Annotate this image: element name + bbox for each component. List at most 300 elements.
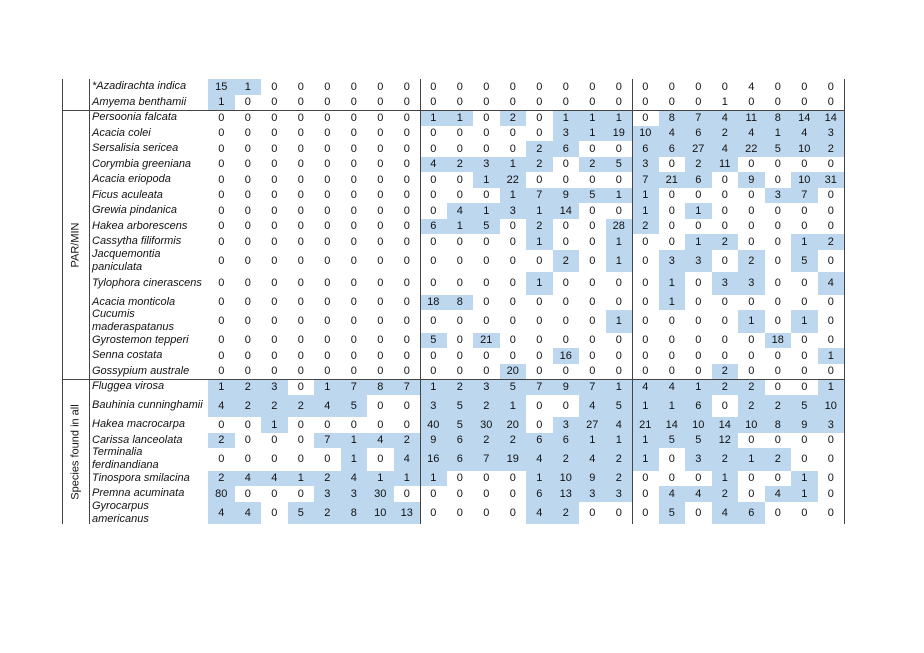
value-cell: 8 [765,417,792,433]
value-cell: 2 [314,471,341,487]
value-cell: 10 [818,395,845,418]
value-cell: 0 [377,80,384,93]
value-cell: 1 [579,433,606,449]
value-cell: 0 [615,173,622,186]
value-cell: 0 [615,334,622,347]
value-cell: 4 [394,448,421,471]
value-cell: 0 [642,111,649,124]
value-cell: 8 [659,110,686,126]
value-cell: 1 [818,379,845,395]
value-cell: 0 [244,173,251,186]
value-cell: 0 [589,506,596,519]
species-name: Persoonia falcata [92,111,177,124]
value-cell: 4 [235,471,262,487]
value-cell: 4 [208,395,235,418]
value-cell: 0 [562,96,569,109]
value-cell: 0 [271,173,278,186]
value-cell: 0 [244,220,251,233]
value-cell: 4 [261,471,288,487]
value-cell: 6 [526,433,553,449]
value-cell: 0 [483,254,490,267]
value-cell: 0 [324,349,331,362]
species-name: Senna costata [92,349,163,362]
value-cell: 0 [324,315,331,328]
value-cell: 9 [579,471,606,487]
value-cell: 1 [632,433,659,449]
value-cell: 0 [403,158,410,171]
value-cell: 12 [712,433,739,449]
value-cell: 0 [642,349,649,362]
value-cell: 0 [562,80,569,93]
value-cell: 0 [748,235,755,248]
value-cell: 0 [748,158,755,171]
value-cell: 11 [738,110,765,126]
value-cell: 0 [642,296,649,309]
species-name: Acacia eriopoda [92,173,171,186]
value-cell: 0 [774,204,781,217]
value-cell: 1 [685,379,712,395]
value-cell: 0 [695,365,702,378]
value-cell: 9 [553,379,580,395]
value-cell: 0 [297,365,304,378]
value-cell: 0 [324,111,331,124]
value-cell: 0 [271,204,278,217]
value-cell: 1 [685,203,712,219]
value-cell: 0 [801,334,808,347]
value-cell: 0 [562,334,569,347]
value-cell: 0 [483,506,490,519]
value-cell: 0 [483,127,490,140]
value-cell: 0 [377,220,384,233]
value-cell: 1 [765,126,792,142]
value-cell: 0 [430,204,437,217]
value-cell: 2 [818,234,845,250]
value-cell: 1 [712,471,739,487]
value-cell: 0 [324,296,331,309]
value-cell: 3 [420,395,447,418]
value-cell: 0 [668,453,675,466]
value-cell: 4 [685,486,712,502]
value-cell: 0 [218,334,225,347]
value-cell: 0 [774,220,781,233]
value-cell: 0 [271,235,278,248]
value-cell: 0 [456,506,463,519]
value-cell: 4 [818,272,845,295]
species-name: Acacia colei [92,126,151,139]
value-cell: 0 [562,220,569,233]
value-cell: 1 [606,310,633,333]
value-cell: 0 [297,315,304,328]
value-cell: 4 [235,502,262,525]
value-cell: 0 [403,142,410,155]
value-cell: 0 [377,315,384,328]
value-cell: 3 [818,126,845,142]
value-cell: 0 [430,254,437,267]
value-cell: 0 [403,235,410,248]
value-cell: 0 [324,365,331,378]
value-cell: 0 [562,296,569,309]
value-cell: 1 [208,95,235,111]
value-cell: 2 [526,219,553,235]
value-cell: 0 [456,365,463,378]
value-cell: 0 [297,96,304,109]
value-cell: 0 [668,158,675,171]
value-cell: 0 [324,235,331,248]
value-cell: 2 [712,364,739,380]
value-cell: 0 [271,365,278,378]
value-cell: 0 [271,349,278,362]
value-cell: 5 [685,433,712,449]
value-cell: 0 [483,235,490,248]
value-cell: 0 [562,158,569,171]
value-cell: 8 [341,502,368,525]
value-cell: 0 [350,235,357,248]
value-cell: 1 [526,471,553,487]
value-cell: 1 [738,448,765,471]
value-cell: 13 [553,486,580,502]
value-cell: 0 [218,189,225,202]
value-cell: 0 [509,96,516,109]
group-separator [62,110,844,111]
value-cell: 0 [350,204,357,217]
value-cell: 2 [500,110,527,126]
value-cell: 0 [456,277,463,290]
value-cell: 1 [526,203,553,219]
value-cell: 27 [579,417,606,433]
value-cell: 0 [271,254,278,267]
value-cell: 1 [632,188,659,204]
value-cell: 1 [606,250,633,273]
value-cell: 2 [235,379,262,395]
value-cell: 0 [244,487,251,500]
value-cell: 0 [430,127,437,140]
value-cell: 0 [244,254,251,267]
value-cell: 0 [827,472,834,485]
value-cell: 4 [765,486,792,502]
value-cell: 0 [589,296,596,309]
value-cell: 2 [473,395,500,418]
value-cell: 0 [668,472,675,485]
value-cell: 1 [420,379,447,395]
species-name: Fluggea virosa [92,380,165,393]
value-cell: 0 [509,235,516,248]
value-cell: 0 [748,365,755,378]
species-name: Terminalia ferdinandiana [92,446,159,472]
value-cell: 21 [659,172,686,188]
group-label [62,379,89,524]
value-cell: 4 [712,502,739,525]
value-cell: 0 [350,158,357,171]
value-cell: 0 [721,220,728,233]
species-name: Gyrostemon tepperi [92,333,189,346]
value-cell: 7 [314,433,341,449]
value-cell: 0 [589,142,596,155]
value-cell: 0 [774,254,781,267]
value-cell: 0 [377,111,384,124]
value-cell: 0 [377,277,384,290]
value-cell: 7 [685,110,712,126]
value-cell: 4 [791,126,818,142]
value-cell: 0 [324,142,331,155]
value-cell: 0 [218,142,225,155]
value-cell: 0 [827,334,834,347]
value-cell: 0 [324,334,331,347]
value-cell: 0 [827,158,834,171]
value-cell: 0 [509,315,516,328]
value-cell: 0 [271,96,278,109]
value-cell: 0 [483,296,490,309]
value-cell: 1 [473,203,500,219]
value-cell: 1 [394,471,421,487]
value-cell: 5 [341,395,368,418]
value-cell: 0 [642,506,649,519]
value-cell: 5 [579,188,606,204]
value-cell: 0 [430,277,437,290]
value-cell: 20 [500,417,527,433]
value-cell: 0 [483,111,490,124]
value-cell: 0 [244,235,251,248]
species-name: Bauhinia cunninghamii [92,399,203,412]
value-cell: 2 [738,379,765,395]
value-cell: 0 [377,418,384,431]
value-cell: 0 [403,111,410,124]
value-cell: 0 [297,158,304,171]
value-cell: 14 [818,110,845,126]
value-cell: 10 [553,471,580,487]
value-cell: 16 [420,448,447,471]
value-cell: 0 [297,204,304,217]
value-cell: 0 [297,334,304,347]
value-cell: 4 [712,110,739,126]
value-cell: 0 [774,349,781,362]
value-cell: 0 [774,296,781,309]
value-cell: 0 [774,173,781,186]
value-cell: 0 [721,80,728,93]
value-cell: 1 [606,110,633,126]
value-cell: 0 [271,142,278,155]
value-cell: 0 [350,142,357,155]
value-cell: 0 [642,487,649,500]
value-cell: 0 [456,254,463,267]
species-name: Jacquemontia paniculata [92,247,161,273]
value-cell: 0 [430,80,437,93]
value-cell: 3 [261,379,288,395]
value-cell: 28 [606,219,633,235]
value-cell: 0 [589,220,596,233]
value-cell: 8 [447,295,474,311]
value-cell: 0 [403,296,410,309]
value-cell: 1 [500,188,527,204]
value-cell: 0 [430,315,437,328]
species-name: Amyema benthamii [92,95,187,108]
value-cell: 0 [350,127,357,140]
value-cell: 0 [297,277,304,290]
value-cell: 0 [403,349,410,362]
value-cell: 7 [526,188,553,204]
value-cell: 0 [324,158,331,171]
value-cell: 0 [244,434,251,447]
value-cell: 0 [801,365,808,378]
value-cell: 3 [579,486,606,502]
value-cell: 0 [827,434,834,447]
value-cell: 7 [791,188,818,204]
value-cell: 0 [403,220,410,233]
value-cell: 2 [553,250,580,273]
value-cell: 0 [297,80,304,93]
value-cell: 5 [659,433,686,449]
value-cell: 10 [738,417,765,433]
value-cell: 1 [447,110,474,126]
value-cell: 0 [721,204,728,217]
value-cell: 3 [500,203,527,219]
species-name: Ficus aculeata [92,188,163,201]
value-cell: 0 [271,296,278,309]
value-cell: 0 [509,472,516,485]
value-cell: 0 [642,365,649,378]
value-cell: 3 [553,126,580,142]
value-cell: 0 [827,220,834,233]
value-cell: 4 [420,157,447,173]
value-cell: 0 [430,506,437,519]
value-cell: 9 [420,433,447,449]
value-cell: 1 [659,395,686,418]
value-cell: 0 [403,96,410,109]
value-cell: 0 [430,235,437,248]
value-cell: 4 [748,80,755,93]
group-label-text: Species found in all [69,403,82,500]
value-cell: 0 [483,487,490,500]
value-cell: 0 [377,142,384,155]
value-cell: 0 [377,96,384,109]
value-cell: 0 [218,158,225,171]
value-cell: 0 [801,204,808,217]
value-cell: 0 [297,254,304,267]
value-cell: 1 [553,110,580,126]
value-cell: 1 [526,234,553,250]
value-cell: 4 [579,395,606,418]
value-cell: 3 [685,448,712,471]
value-cell: 0 [774,158,781,171]
value-cell: 0 [801,506,808,519]
value-cell: 6 [420,219,447,235]
value-cell: 0 [615,296,622,309]
value-cell: 0 [509,220,516,233]
value-cell: 0 [642,235,649,248]
value-cell: 4 [526,502,553,525]
value-cell: 1 [606,379,633,395]
value-cell: 0 [615,96,622,109]
value-cell: 1 [261,417,288,433]
value-cell: 0 [801,80,808,93]
value-cell: 0 [324,189,331,202]
value-cell: 0 [350,96,357,109]
value-cell: 0 [456,487,463,500]
value-cell: 0 [403,487,410,500]
value-cell: 1 [659,295,686,311]
value-cell: 2 [738,395,765,418]
value-cell: 0 [483,277,490,290]
value-cell: 0 [562,365,569,378]
value-cell: 0 [748,189,755,202]
value-cell: 0 [721,173,728,186]
value-cell: 0 [403,80,410,93]
value-cell: 0 [456,173,463,186]
value-cell: 0 [297,235,304,248]
value-cell: 0 [642,96,649,109]
value-cell: 0 [377,158,384,171]
value-cell: 0 [668,334,675,347]
value-cell: 0 [403,173,410,186]
group-label-text: PAR/MIN [69,221,82,268]
group-label [62,79,89,110]
value-cell: 0 [271,506,278,519]
value-cell: 0 [483,349,490,362]
value-cell: 0 [218,349,225,362]
value-cell: 0 [456,80,463,93]
value-cell: 0 [297,296,304,309]
value-cell: 0 [721,334,728,347]
value-cell: 0 [403,127,410,140]
value-cell: 1 [791,486,818,502]
value-cell: 0 [403,204,410,217]
value-cell: 0 [536,173,543,186]
value-cell: 0 [350,296,357,309]
value-cell: 0 [483,315,490,328]
value-cell: 2 [208,433,235,449]
value-cell: 4 [632,379,659,395]
value-cell: 0 [403,189,410,202]
value-cell: 0 [668,80,675,93]
value-cell: 7 [632,172,659,188]
value-cell: 0 [350,111,357,124]
value-cell: 0 [721,315,728,328]
value-cell: 0 [695,334,702,347]
value-cell: 4 [526,448,553,471]
value-cell: 0 [271,334,278,347]
value-cell: 0 [536,127,543,140]
value-cell: 0 [403,365,410,378]
value-cell: 1 [367,471,394,487]
value-cell: 0 [536,254,543,267]
value-cell: 6 [738,502,765,525]
value-cell: 0 [695,189,702,202]
value-cell: 7 [579,379,606,395]
value-cell: 0 [271,453,278,466]
value-cell: 5 [288,502,315,525]
value-cell: 0 [377,204,384,217]
value-cell: 0 [350,365,357,378]
value-cell: 30 [367,486,394,502]
value-cell: 0 [695,96,702,109]
value-cell: 0 [244,349,251,362]
value-cell: 0 [297,418,304,431]
value-cell: 0 [668,204,675,217]
value-cell: 2 [473,433,500,449]
value-cell: 18 [765,333,792,349]
value-cell: 0 [377,334,384,347]
value-cell: 0 [324,220,331,233]
value-cell: 0 [695,349,702,362]
value-cell: 0 [562,235,569,248]
value-cell: 0 [218,127,225,140]
value-cell: 6 [553,433,580,449]
value-cell: 2 [632,219,659,235]
value-cell: 0 [324,96,331,109]
species-name: Tylophora cinerascens [92,276,202,289]
value-cell: 0 [562,277,569,290]
value-cell: 0 [509,277,516,290]
value-cell: 0 [244,189,251,202]
